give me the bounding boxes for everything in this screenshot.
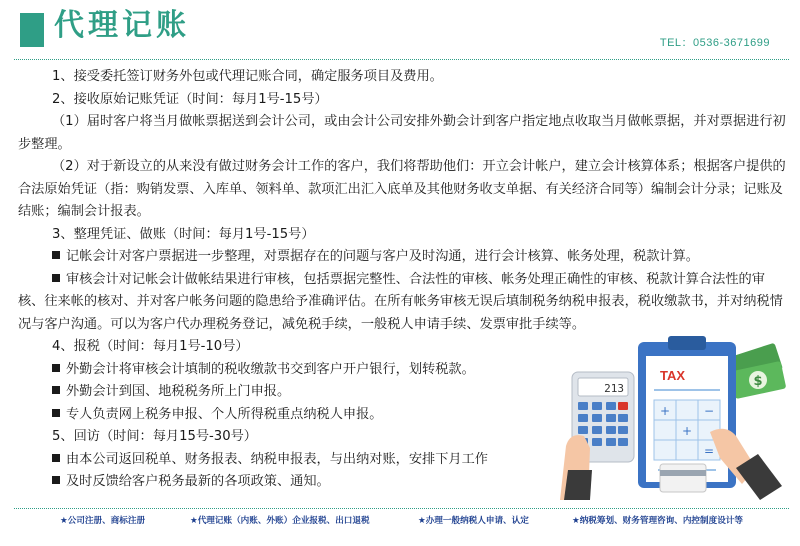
bullet-icon — [52, 409, 60, 417]
svg-text:+: + — [681, 424, 693, 438]
step-3-bullet-2: 审核会计对记帐会计做帐结果进行审核，包括票据完整性、合法性的审核、帐务处理正确性的审核、税款计算合法性的审核、往来帐的核对、并对客户帐务问题的隐患给予准确评估。在所有帐务审核无误后填制税务纳税申报表，税收缴款书，并对纳税情况与客户沟通。可以为客户代办理税务登记，减免税手续，一般税人申请手续、发票审批手续等。 — [18, 271, 783, 332]
svg-text:−: − — [703, 404, 715, 418]
bullet-icon — [52, 454, 60, 462]
step-4-bullet-1: 外勤会计将审核会计填制的税收缴款书交到客户开户银行，划转税款。 — [66, 361, 475, 377]
footer-item-registration: ★公司注册、商标注册 — [60, 516, 146, 526]
step-5: 5、回访（时间：每月15号-30号） — [52, 429, 257, 444]
header — [0, 0, 800, 58]
step-2-item-1: （1）届时客户将当月做帐票据送到会计公司，或由会计公司安排外勤会计到客户指定地点收取当月做帐票据，并对票据进行初步整理。 — [18, 114, 786, 152]
bullet-icon — [52, 251, 60, 259]
footer-item-tax-planning: ★纳税筹划、财务管理咨询、内控制度设计等 — [572, 516, 743, 526]
svg-text:=: = — [703, 444, 715, 458]
dollar-sign: $ — [753, 374, 763, 389]
title-accent-block — [20, 13, 44, 47]
bullet-icon — [52, 476, 60, 484]
list-item — [18, 359, 548, 382]
footer-item-bookkeeping: ★代理记账（内账、外账）企业报税、出口退税 — [190, 516, 370, 526]
step-2-item-2: （2）对于新设立的从来没有做过财务会计工作的客户，我们将帮助他们：开立会计帐户，建立会计核算体系；根据客户提供的合法原始凭证（指：购销发票、入库单、领料单、款项汇出汇入底单及其他财务收支单据、有关经济合同等）编制会计分录；记账及结账；编制会计报表。 — [18, 159, 786, 219]
calculator-display: 213 — [604, 382, 624, 395]
footer — [0, 514, 800, 530]
list-item — [18, 404, 548, 427]
credit-card-icon — [660, 464, 706, 492]
list-item — [18, 269, 790, 337]
step-3-bullet-1: 记帐会计对客户票据进一步整理，对票据存在的问题与客户及时沟通，进行会计核算、帐务处理，税款计算。 — [66, 249, 699, 264]
bullet-icon — [52, 274, 60, 282]
bottom-divider — [14, 508, 789, 509]
bullet-icon — [52, 386, 60, 394]
step-5-bullet-2: 及时反馈给客户税务最新的各项政策、通知。 — [66, 474, 330, 489]
step-2: 2、接收原始记账凭证（时间：每月1号-15号） — [52, 91, 328, 107]
step-4-bullet-2: 外勤会计到国、地税税务所上门申报。 — [66, 384, 291, 399]
list-item — [18, 246, 790, 269]
list-item — [18, 381, 548, 404]
top-divider — [14, 59, 789, 60]
footer-item-taxpayer: ★办理一般纳税人申请、认定 — [418, 516, 529, 526]
phone-number: TEL：0536-3671699 — [659, 37, 770, 49]
step-3: 3、整理凭证、做账（时间：每月1号-15号） — [52, 226, 315, 242]
svg-text:+: + — [659, 404, 671, 418]
step-4: 4、报税（时间：每月1号-10号） — [52, 339, 249, 354]
list-item — [18, 471, 548, 494]
step-4-bullet-3: 专人负责网上税务申报、个人所得税重点纳税人申报。 — [66, 406, 383, 422]
list-item — [18, 449, 548, 472]
step-5-bullet-1: 由本公司返回税单、财务报表、纳税申报表，与出纳对账，安排下月工作 — [66, 451, 488, 467]
page-title: 代理记账 — [54, 8, 190, 43]
step-1: 1、接受委托签订财务外包或代理记账合同，确定服务项目及费用。 — [52, 69, 443, 84]
tax-illustration — [560, 336, 792, 500]
bullet-icon — [52, 364, 60, 372]
tax-label: TAX — [660, 368, 686, 383]
